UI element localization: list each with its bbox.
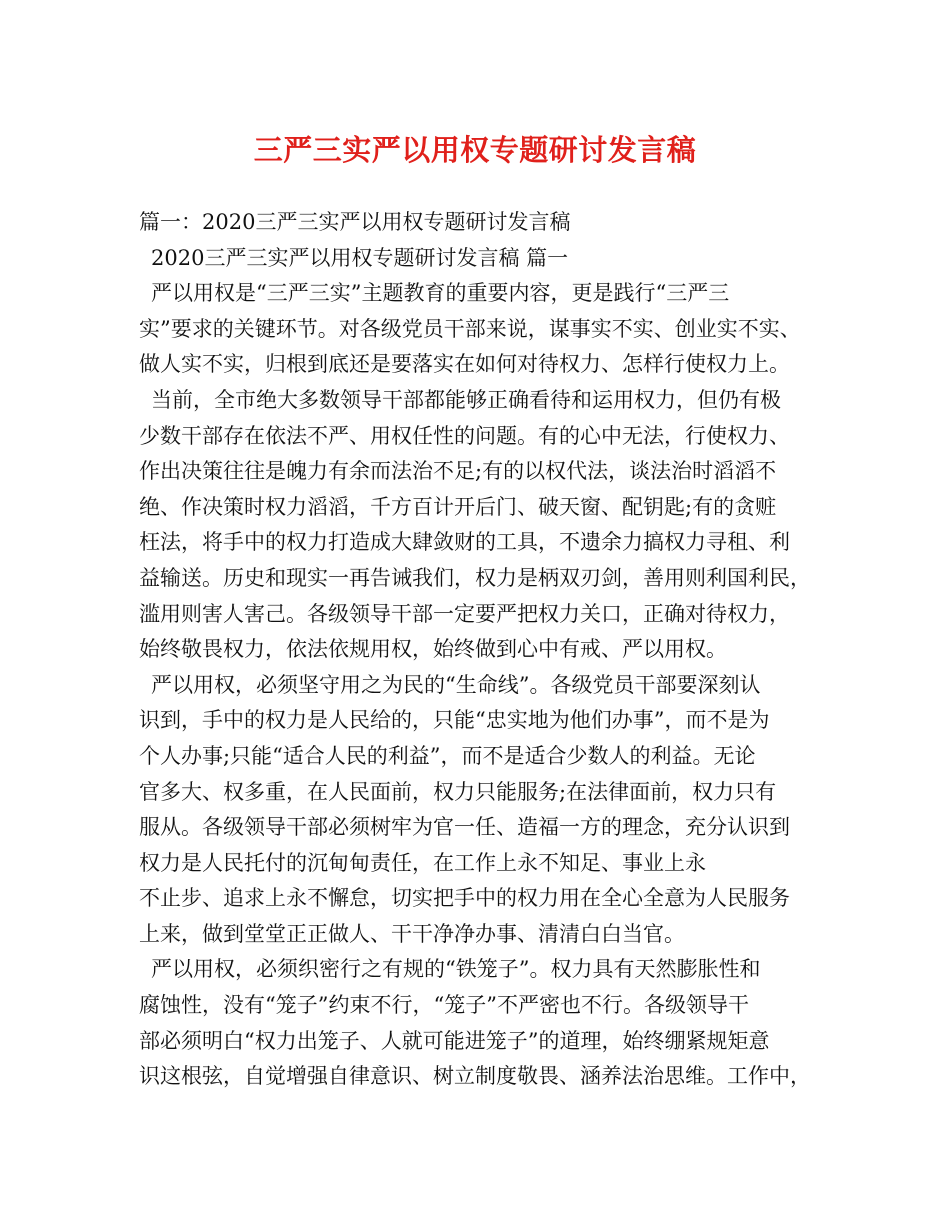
paragraph-line: 做人实不实，归根到底还是要落实在如何对待权力、怎样行使权力上。 xyxy=(139,352,790,377)
paragraph-line: 腐蚀性，没有“笼子”约束不行，“笼子”不严密也不行。各级领导干 xyxy=(139,993,749,1018)
paragraph-line: 始终敬畏权力，依法依规用权，始终做到心中有戒、严以用权。 xyxy=(139,637,727,662)
paragraph-line: 上来，做到堂堂正正做人、干干净净办事、清清白白当官。 xyxy=(139,921,685,946)
paragraph-line: 严以用权，必须织密行之有规的“铁笼子”。权力具有天然膨胀性和 xyxy=(151,957,761,982)
paragraph-line: 少数干部存在依法不严、用权任性的问题。有的心中无法，行使权力、 xyxy=(139,423,790,448)
paragraph-line: 个人办事;只能“适合人民的利益”，而不是适合少数人的利益。无论 xyxy=(139,743,756,768)
paragraph-line: 实”要求的关键环节。对各级党员干部来说，谋事实不实、创业实不实、 xyxy=(139,316,801,341)
paragraph-line: 当前，全市绝大多数领导干部都能够正确看待和运用权力，但仍有极 xyxy=(151,387,781,412)
paragraph-line: 绝、作决策时权力滔滔，千方百计开后门、破天窗、配钥匙;有的贪赃 xyxy=(139,494,777,519)
section-heading: 篇一：2020三严三实严以用权专题研讨发言稿 xyxy=(139,210,571,234)
document-title: 三严三实严以用权专题研讨发言稿 xyxy=(253,133,697,167)
paragraph-line: 作出决策往往是魄力有余而法治不足;有的以权代法，谈法治时滔滔不 xyxy=(139,459,777,484)
paragraph-line: 滥用则害人害己。各级领导干部一定要严把权力关口，正确对待权力， xyxy=(139,601,790,626)
paragraph-line: 部必须明白“权力出笼子、人就可能进笼子”的道理，始终绷紧规矩意 xyxy=(139,1028,770,1053)
paragraph-line: 严以用权是“三严三实”主题教育的重要内容，更是践行“三严三 xyxy=(151,281,730,306)
paragraph-line: 识到，手中的权力是人民给的，只能“忠实地为他们办事”，而不是为 xyxy=(139,708,770,733)
paragraph-line: 严以用权，必须坚守用之为民的“生命线”。各级党员干部要深刻认 xyxy=(151,672,761,697)
paragraph-line: 识这根弦，自觉增强自律意识、树立制度敬畏、涵养法治思维。工作中， xyxy=(139,1064,811,1089)
paragraph-line: 权力是人民托付的沉甸甸责任，在工作上永不知足、事业上永 xyxy=(139,850,706,875)
paragraph-line: 不止步、追求上永不懈怠，切实把手中的权力用在全心全意为人民服务 xyxy=(139,886,790,911)
paragraph-line: 服从。各级领导干部必须树牢为官一任、造福一方的理念，充分认识到 xyxy=(139,815,790,840)
subheading: 2020三严三实严以用权专题研讨发言稿 篇一 xyxy=(151,245,569,270)
paragraph-line: 官多大、权多重，在人民面前，权力只能服务;在法律面前，权力只有 xyxy=(139,779,777,804)
paragraph-line: 益输送。历史和现实一再告诫我们，权力是柄双刃剑，善用则利国利民， xyxy=(139,565,811,590)
paragraph-line: 枉法，将手中的权力打造成大肆敛财的工具，不遗余力搞权力寻租、利 xyxy=(139,530,790,555)
document-body xyxy=(139,205,829,1095)
